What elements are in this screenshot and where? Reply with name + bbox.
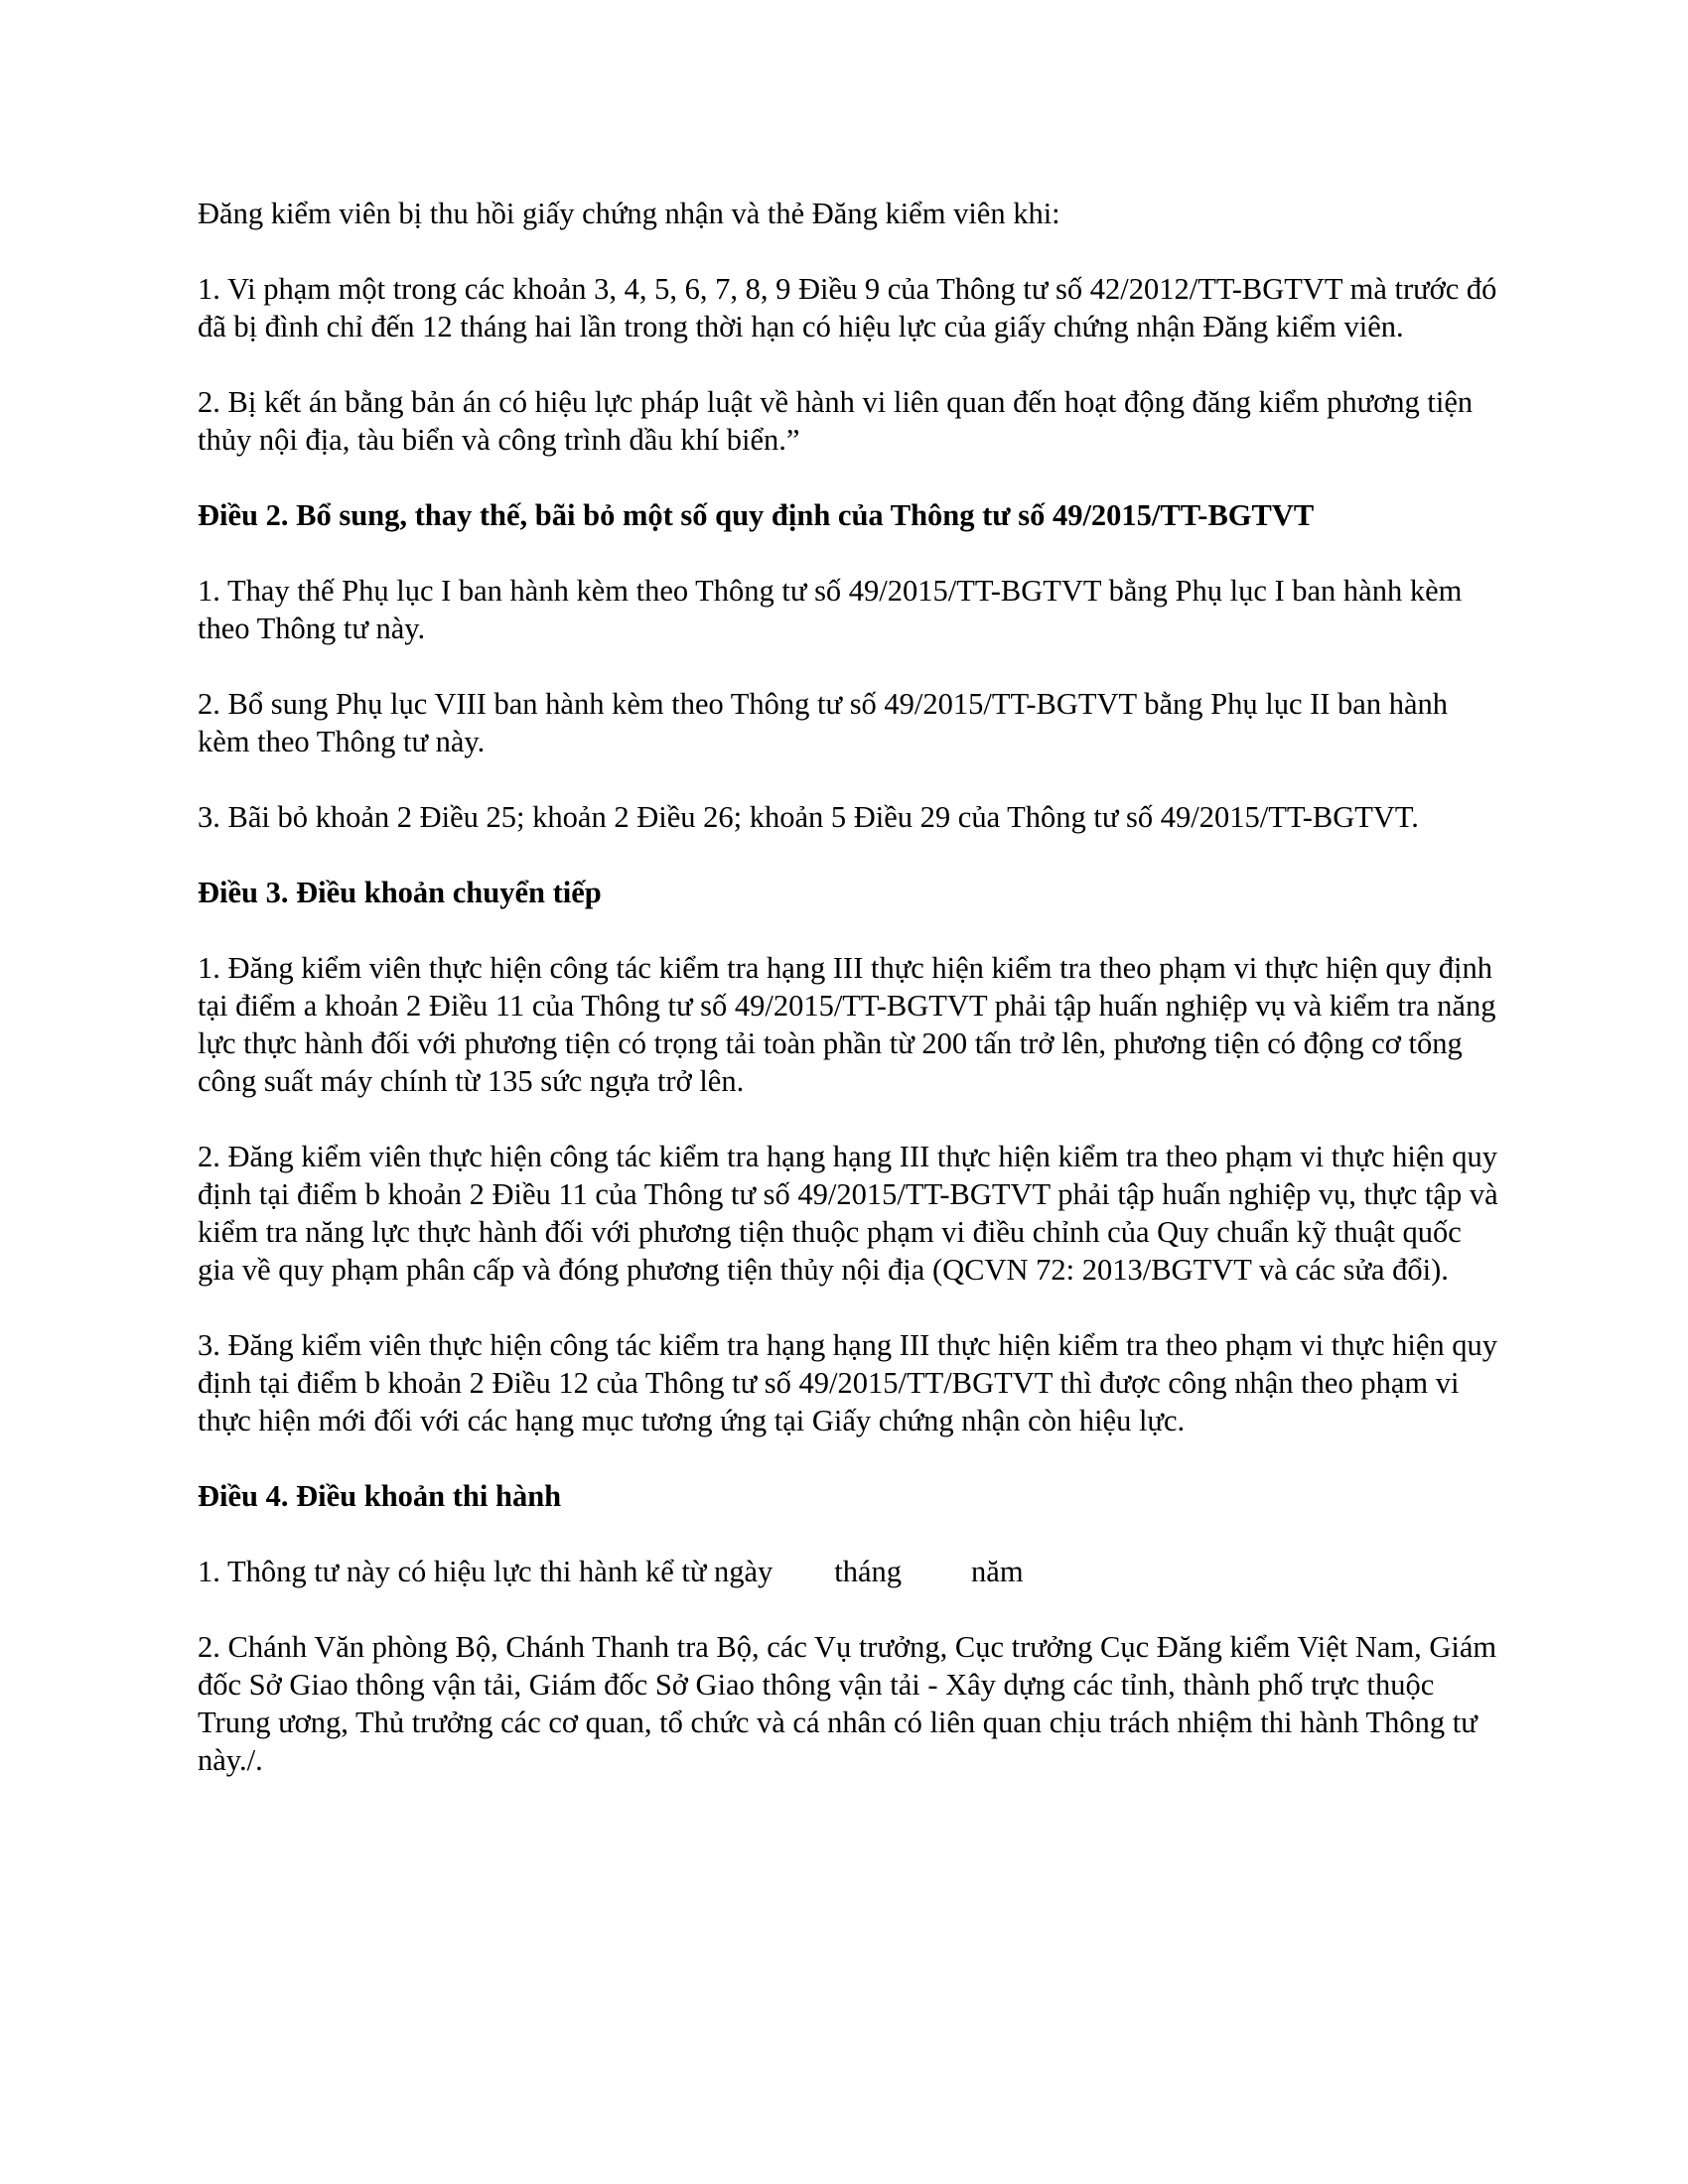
article-2-item-1: 1. Thay thế Phụ lục I ban hành kèm theo Thông tư số 49/2015/TT-BGTVT bằng Phụ lục I ban hành kèm theo Thông tư này. bbox=[198, 574, 1463, 645]
article-2-heading: Điều 2. Bổ sung, thay thế, bãi bỏ một số quy định của Thông tư số 49/2015/TT-BGTVT bbox=[198, 498, 1315, 532]
article-2-item-2: 2. Bổ sung Phụ lục VIII ban hành kèm theo Thông tư số 49/2015/TT-BGTVT bằng Phụ lục II ban hành kèm theo Thông tư này. bbox=[198, 687, 1449, 758]
article-4-item-2: 2. Chánh Văn phòng Bộ, Chánh Thanh tra Bộ, các Vụ trưởng, Cục trưởng Cục Đăng kiểm Việt Nam, Giám đốc Sở Giao thông vận tải, Giám đốc Sở Giao thông vận tải - Xây dựng các tỉnh, thành phố trực thuộc Trung ương, Thủ trưởng các cơ quan, tổ chức và cá nhân có liên quan chịu trách nhiệm thi hành Thông tư này./. bbox=[198, 1630, 1497, 1777]
article-3-item-3: 3. Đăng kiểm viên thực hiện công tác kiểm tra hạng hạng III thực hiện kiểm tra theo phạm vi thực hiện quy định tại điểm b khoản 2 Điều 12 của Thông tư số 49/2015/TT/BGTVT thì được công nhận theo phạm vi thực hiện mới đối với các hạng mục tương ứng tại Giấy chứng nhận còn hiệu lực. bbox=[198, 1328, 1498, 1437]
effective-date-year: năm bbox=[971, 1555, 1024, 1588]
effective-date-prefix: 1. Thông tư này có hiệu lực thi hành kể từ ngày bbox=[198, 1555, 774, 1588]
article-3-item-2: 2. Đăng kiểm viên thực hiện công tác kiểm tra hạng hạng III thực hiện kiểm tra theo phạm vi thực hiện quy định tại điểm b khoản 2 Điều 11 của Thông tư số 49/2015/TT-BGTVT phải tập huấn nghiệp vụ, thực tập và kiểm tra năng lực thực hành đối với phương tiện thuộc phạm vi điều chỉnh của Quy chuẩn kỹ thuật quốc gia về quy phạm phân cấp và đóng phương tiện thủy nội địa (QCVN 72: 2013/BGTVT và các sửa đổi). bbox=[198, 1140, 1498, 1287]
intro-paragraph: Đăng kiểm viên bị thu hồi giấy chứng nhận và thẻ Đăng kiểm viên khi: bbox=[198, 197, 1060, 230]
revocation-item-2: 2. Bị kết án bằng bản án có hiệu lực pháp luật về hành vi liên quan đến hoạt động đăng kiểm phương tiện thủy nội địa, tàu biển và công trình dầu khí biển.” bbox=[198, 385, 1474, 457]
effective-date-month: tháng bbox=[834, 1555, 903, 1588]
article-3-item-1: 1. Đăng kiểm viên thực hiện công tác kiểm tra hạng III thực hiện kiểm tra theo phạm vi thực hiện quy định tại điểm a khoản 2 Điều 11 của Thông tư số 49/2015/TT-BGTVT phải tập huấn nghiệp vụ và kiểm tra năng lực thực hành đối với phương tiện có trọng tải toàn phần từ 200 tấn trở lên, phương tiện có động cơ tổng công suất máy chính từ 135 sức ngựa trở lên. bbox=[198, 951, 1496, 1098]
article-4-heading: Điều 4. Điều khoản thi hành bbox=[198, 1479, 562, 1513]
article-2-item-3: 3. Bãi bỏ khoản 2 Điều 25; khoản 2 Điều 26; khoản 5 Điều 29 của Thông tư số 49/2015/TT-BGTVT. bbox=[198, 800, 1419, 834]
article-4-effective-date bbox=[198, 1553, 1498, 1590]
revocation-item-1: 1. Vi phạm một trong các khoản 3, 4, 5, 6, 7, 8, 9 Điều 9 của Thông tư số 42/2012/TT-BGTVT mà trước đó đã bị đình chỉ đến 12 tháng hai lần trong thời hạn có hiệu lực của giấy chứng nhận Đăng kiểm viên. bbox=[198, 272, 1497, 343]
article-3-heading: Điều 3. Điều khoản chuyển tiếp bbox=[198, 876, 602, 909]
document-page bbox=[198, 195, 1498, 1817]
